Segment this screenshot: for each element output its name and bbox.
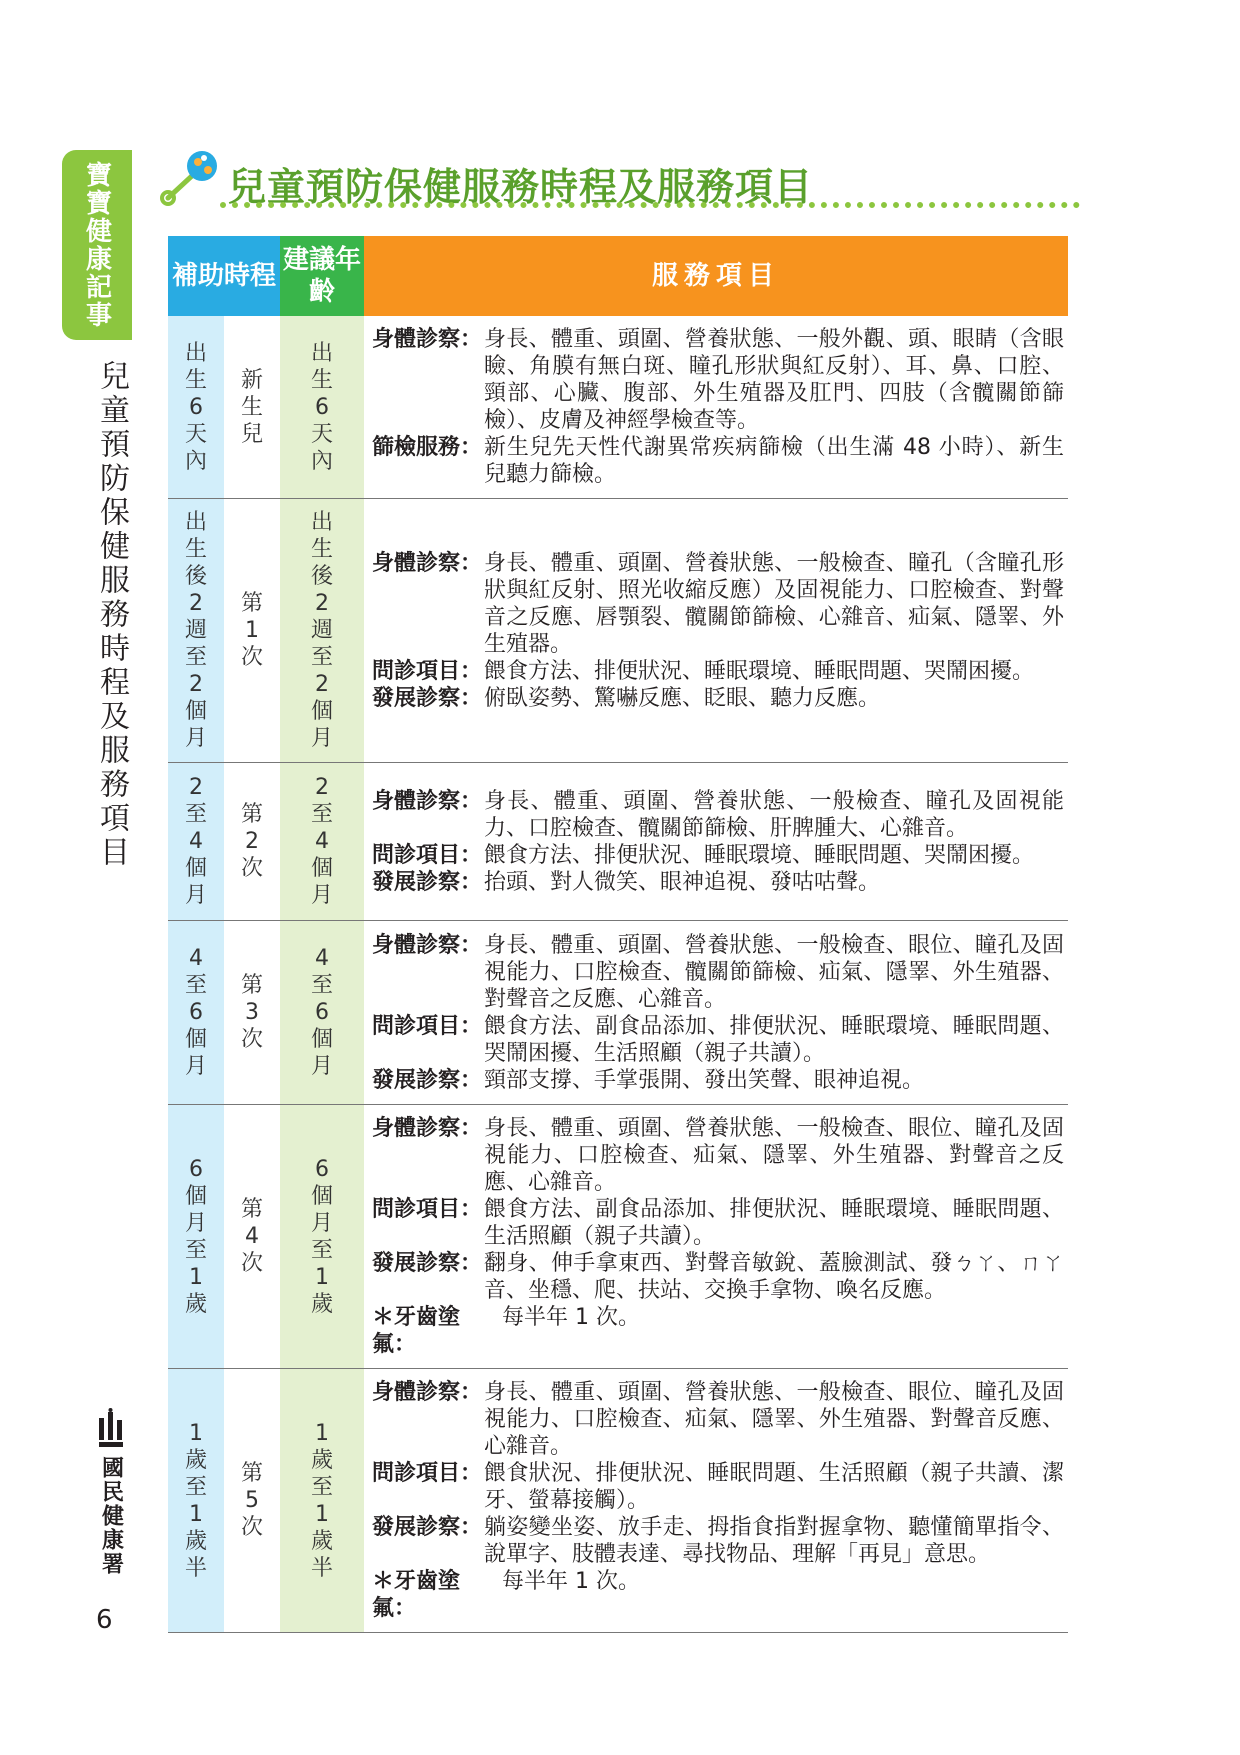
- header-subsidy: 補助時程: [168, 236, 280, 316]
- service-item-text: 躺姿變坐姿、放手走、拇指食指對握拿物、聽懂簡單指令、說單字、肢體表達、尋找物品、理解「再見」意思。: [484, 1515, 1064, 1567]
- service-items-cell: [364, 316, 1068, 499]
- recommended-age-cell: [280, 763, 364, 921]
- subsidy-period-cell-text: 2至4個月: [184, 775, 207, 908]
- table-row: [168, 499, 1068, 763]
- service-item: [372, 434, 1064, 488]
- recommended-age-cell: [280, 1369, 364, 1633]
- service-item-label: 發展診察：: [372, 1515, 483, 1540]
- service-item: [372, 326, 1064, 434]
- subsidy-period-cell-text: 4至6個月: [184, 946, 207, 1079]
- service-item-label: 身體診察：: [372, 932, 483, 958]
- hpa-logo-icon: [97, 1408, 125, 1448]
- recommended-age-cell: [280, 921, 364, 1105]
- visit-number-cell-text: 新生兒: [240, 367, 263, 447]
- service-item-text: 餵食方法、副食品添加、排便狀況、睡眠環境、睡眠問題、生活照顧（親子共讀）。: [484, 1197, 1064, 1249]
- subsidy-period-cell-text: 出生後2週至2個月: [184, 510, 207, 751]
- service-item-label: 發展診察：: [372, 685, 483, 711]
- dotted-divider: [220, 202, 1080, 208]
- service-item: [372, 1568, 1064, 1622]
- service-item-label: ＊牙齒塗氟：: [372, 1305, 461, 1357]
- recommended-age-cell: [280, 1105, 364, 1369]
- subsidy-period-cell-text: 6個月至1歲: [184, 1156, 207, 1317]
- subsidy-period-cell: [168, 316, 224, 499]
- visit-number-cell-text: 第4次: [240, 1197, 263, 1276]
- service-item-text: 餵食方法、副食品添加、排便狀況、睡眠環境、睡眠問題、哭鬧困擾、生活照顧（親子共讀）。: [484, 1013, 1064, 1066]
- service-item-label: 問診項目：: [372, 842, 483, 868]
- rattle-icon: [160, 148, 230, 208]
- section-tab: [62, 150, 132, 340]
- recommended-age-cell-text: 出生6天內: [311, 340, 334, 474]
- service-item-label: 身體診察：: [372, 1380, 483, 1405]
- visit-number-cell: [224, 1105, 280, 1369]
- service-table: [168, 236, 1068, 1633]
- service-item: [372, 932, 1064, 1013]
- subsidy-period-cell: [168, 921, 224, 1105]
- hpa-logo: [94, 1408, 128, 1576]
- service-item-label: 問診項目：: [372, 1013, 483, 1039]
- subsidy-period-cell-text: 出生6天內: [184, 340, 207, 474]
- header-age: 建議年齡: [280, 236, 364, 316]
- service-item: [372, 550, 1064, 658]
- service-item-text: 身長、體重、頭圍、營養狀態、一般外觀、頭、眼睛（含眼瞼、角膜有無白斑、瞳孔形狀與紅反射）、耳、鼻、口腔、頸部、心臟、腹部、外生殖器及肛門、四肢（含髖關節篩檢）、皮膚及神經學檢查等。: [484, 327, 1064, 433]
- service-item-text: 餵食狀況、排便狀況、睡眠問題、生活照顧（親子共讀、潔牙、螢幕接觸）。: [484, 1461, 1064, 1513]
- service-item-label: 問診項目：: [372, 658, 483, 684]
- side-title: 兒童預防保健服務時程及服務項目: [94, 360, 129, 870]
- visit-number-cell: [224, 763, 280, 921]
- service-item-text: 每半年 1 次。: [502, 1305, 640, 1330]
- table-header-row: [168, 236, 1068, 316]
- service-item-text: 身長、體重、頭圍、營養狀態、一般檢查、眼位、瞳孔及固視能力、口腔檢查、疝氣、隱睪、外生殖器、對聲音反應、心雜音。: [484, 1380, 1064, 1459]
- service-item: [372, 1196, 1064, 1250]
- table-row: [168, 763, 1068, 921]
- recommended-age-cell-text: 4至6個月: [311, 946, 334, 1079]
- visit-number-cell: [224, 1369, 280, 1633]
- subsidy-period-cell: [168, 1105, 224, 1369]
- service-item-label: 問診項目：: [372, 1461, 483, 1486]
- service-item-label: 問診項目：: [372, 1197, 483, 1222]
- visit-number-cell-text: 第1次: [240, 591, 263, 670]
- service-item: [372, 1115, 1064, 1196]
- service-item-text: 頸部支撐、手掌張開、發出笑聲、眼神追視。: [484, 1067, 925, 1093]
- service-item: [372, 658, 1064, 685]
- recommended-age-cell-text: 1歲至1歲半: [311, 1420, 334, 1581]
- table-row: [168, 921, 1068, 1105]
- service-item-label: 身體診察：: [372, 550, 483, 576]
- service-item: [372, 1250, 1064, 1304]
- visit-number-cell-text: 第3次: [240, 973, 263, 1052]
- page-header: [160, 148, 1080, 208]
- section-tab-label: 寶寶健康記事: [81, 161, 112, 329]
- service-item: [372, 788, 1064, 842]
- service-item-label: 發展診察：: [372, 869, 483, 895]
- recommended-age-cell-text: 出生後2週至2個月: [311, 510, 334, 751]
- service-item-text: 身長、體重、頭圍、營養狀態、一般檢查、瞳孔及固視能力、口腔檢查、髖關節篩檢、肝脾腫大、心雜音。: [484, 788, 1064, 841]
- page-number: 6: [96, 1605, 113, 1635]
- service-item-text: 身長、體重、頭圍、營養狀態、一般檢查、眼位、瞳孔及固視能力、口腔檢查、疝氣、隱睪、外生殖器、對聲音之反應、心雜音。: [484, 1116, 1064, 1195]
- service-item-text: 身長、體重、頭圍、營養狀態、一般檢查、瞳孔（含瞳孔形狀與紅反射、照光收縮反應）及固視能力、口腔檢查、對聲音之反應、唇顎裂、髖關節篩檢、心雜音、疝氣、隱睪、外生殖器。: [484, 550, 1064, 657]
- logo-text: 國民健康署: [98, 1456, 124, 1576]
- visit-number-cell-text: 第5次: [240, 1461, 263, 1540]
- table-row: [168, 1369, 1068, 1633]
- subsidy-period-cell: [168, 1369, 224, 1633]
- service-item-text: 抬頭、對人微笑、眼神追視、發咕咕聲。: [484, 869, 881, 895]
- visit-number-cell: [224, 499, 280, 763]
- service-item: [372, 1514, 1064, 1568]
- visit-number-cell: [224, 316, 280, 499]
- service-item-label: ＊牙齒塗氟：: [372, 1569, 461, 1621]
- service-items-cell: [364, 1369, 1068, 1633]
- table-row: [168, 316, 1068, 499]
- service-item-label: 發展診察：: [372, 1251, 483, 1276]
- service-item-text: 餵食方法、排便狀況、睡眠環境、睡眠問題、哭鬧困擾。: [484, 842, 1035, 868]
- subsidy-period-cell-text: 1歲至1歲半: [184, 1420, 207, 1581]
- service-item-label: 篩檢服務：: [372, 435, 483, 460]
- service-item: [372, 1304, 1064, 1358]
- service-item-label: 發展診察：: [372, 1067, 483, 1093]
- header-service: 服務項目: [364, 236, 1068, 316]
- service-item-label: 身體診察：: [372, 1116, 483, 1141]
- service-item-label: 身體診察：: [372, 788, 483, 814]
- service-item: [372, 1379, 1064, 1460]
- service-item: [372, 869, 1064, 896]
- page-title: 兒童預防保健服務時程及服務項目: [228, 165, 814, 209]
- service-items-cell: [364, 499, 1068, 763]
- service-items-cell: [364, 763, 1068, 921]
- service-item-text: 新生兒先天性代謝異常疾病篩檢（出生滿 48 小時）、新生兒聽力篩檢。: [484, 435, 1064, 487]
- service-item-text: 每半年 1 次。: [502, 1569, 640, 1594]
- service-item: [372, 685, 1064, 712]
- service-item-label: 身體診察：: [372, 327, 483, 352]
- service-item: [372, 1067, 1064, 1094]
- service-item: [372, 1460, 1064, 1514]
- recommended-age-cell: [280, 316, 364, 499]
- service-item-text: 俯臥姿勢、驚嚇反應、眨眼、聽力反應。: [484, 685, 881, 711]
- table-row: [168, 1105, 1068, 1369]
- recommended-age-cell-text: 2至4個月: [311, 775, 334, 908]
- service-item-text: 翻身、伸手拿東西、對聲音敏銳、蓋臉測試、發ㄅㄚ、ㄇㄚ音、坐穩、爬、扶站、交換手拿物、喚名反應。: [484, 1251, 1064, 1303]
- service-item: [372, 1013, 1064, 1067]
- service-item-text: 餵食方法、排便狀況、睡眠環境、睡眠問題、哭鬧困擾。: [484, 658, 1035, 684]
- visit-number-cell-text: 第2次: [240, 802, 263, 881]
- subsidy-period-cell: [168, 499, 224, 763]
- recommended-age-cell-text: 6個月至1歲: [311, 1156, 334, 1317]
- service-items-cell: [364, 921, 1068, 1105]
- subsidy-period-cell: [168, 763, 224, 921]
- recommended-age-cell: [280, 499, 364, 763]
- service-item-text: 身長、體重、頭圍、營養狀態、一般檢查、眼位、瞳孔及固視能力、口腔檢查、髖關節篩檢、疝氣、隱睪、外生殖器、對聲音之反應、心雜音。: [484, 932, 1064, 1012]
- service-items-cell: [364, 1105, 1068, 1369]
- service-item: [372, 842, 1064, 869]
- visit-number-cell: [224, 921, 280, 1105]
